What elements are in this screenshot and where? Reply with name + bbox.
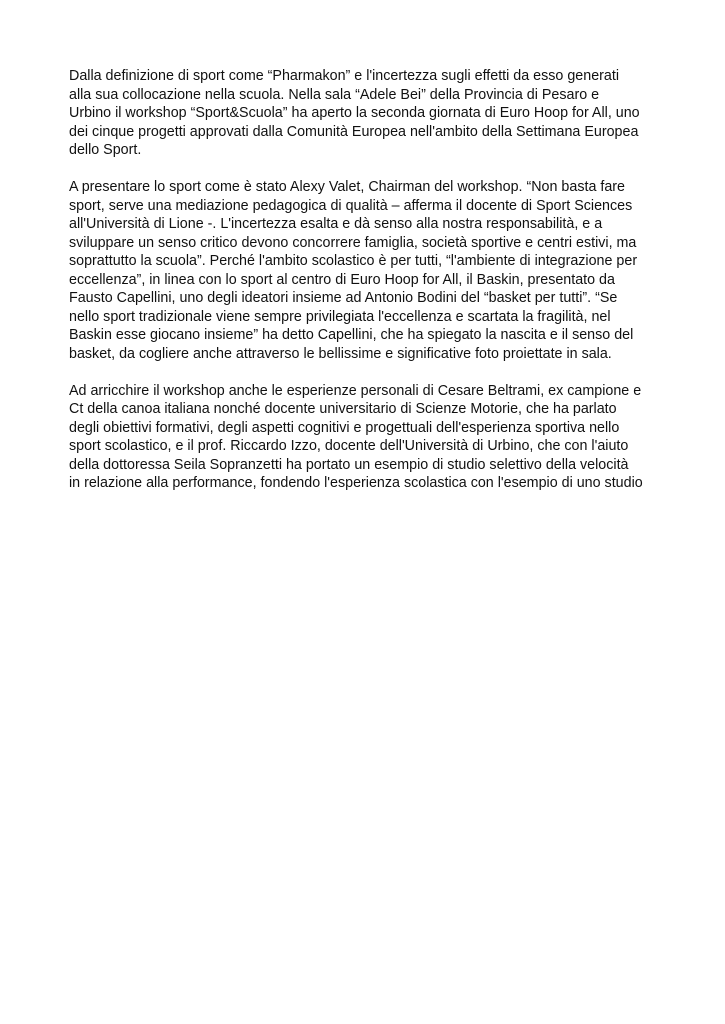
paragraph-line: Urbino il workshop “Sport&Scuola” ha aperto la seconda giornata di Euro Hoop for All, uno (69, 105, 640, 121)
paragraph-line: degli obiettivi formativi, degli aspetti cognitivi e progettuali dell'esperienza sportiva nello (69, 419, 620, 436)
paragraph-line: Baskin esse giocano insieme” ha detto Capellini, che ha spiegato la nascita e il senso del (69, 327, 634, 343)
paragraph-line: sport scolastico, e il prof. Riccardo Izzo, docente dell'Università di Urbino, che con l'aiuto (69, 438, 629, 454)
paragraph-line: dei cinque progetti approvati dalla Comunità Europea nell'ambito della Settimana Europea (69, 123, 639, 140)
article-body (69, 67, 669, 511)
paragraph-line: sport, serve una mediazione pedagogica di qualità – afferma il docente di Sport Sciences (69, 197, 633, 214)
paragraph-line: Ad arricchire il workshop anche le esperienze personali di Cesare Beltrami, ex campione e (69, 382, 642, 399)
paragraph-line: sviluppare un senso critico devono concorrere famiglia, società sportive e centri estivi, ma (69, 234, 637, 251)
paragraph-1 (69, 67, 669, 160)
paragraph-line: alla sua collocazione nella scuola. Nella sala “Adele Bei” della Provincia di Pesaro e (69, 86, 600, 103)
paragraph-line: all'Università di Lione -. L'incertezza esalta e dà senso alla nostra responsabilità, e a (69, 216, 603, 232)
paragraph-line: eccellenza”, in linea con lo sport al centro di Euro Hoop for All, il Baskin, presentato da (69, 271, 615, 288)
paragraph-line: nello sport tradizionale viene sempre privilegiata l'eccellenza e scartata la fragilità, nel (69, 308, 611, 325)
paragraph-line: in relazione alla performance, fondendo l'esperienza scolastica con l'esempio di uno studio (69, 475, 643, 491)
paragraph-line: basket, da cogliere anche attraverso le bellissime e significative foto proiettate in sala. (69, 345, 612, 362)
paragraph-line: della dottoressa Seila Sopranzetti ha portato un esempio di studio selettivo della velocità (69, 456, 629, 473)
paragraph-line: Fausto Capellini, uno degli ideatori insieme ad Antonio Bodini del “basket per tutti”. “Se (69, 290, 618, 306)
paragraph-line: soprattutto la scuola”. Perché l'ambito scolastico è per tutti, “l'ambiente di integrazione per (69, 253, 638, 269)
paragraph-3 (69, 382, 669, 493)
paragraph-line: Dalla definizione di sport come “Pharmakon” e l'incertezza sugli effetti da esso generati (69, 68, 620, 84)
paragraph-line: Ct della canoa italiana nonché docente universitario di Scienze Motorie, che ha parlato (69, 401, 617, 417)
paragraph-line: A presentare lo sport come è stato Alexy Valet, Chairman del workshop. “Non basta fare (69, 179, 626, 195)
paragraph-2 (69, 178, 669, 363)
paragraph-line: dello Sport. (69, 142, 142, 158)
